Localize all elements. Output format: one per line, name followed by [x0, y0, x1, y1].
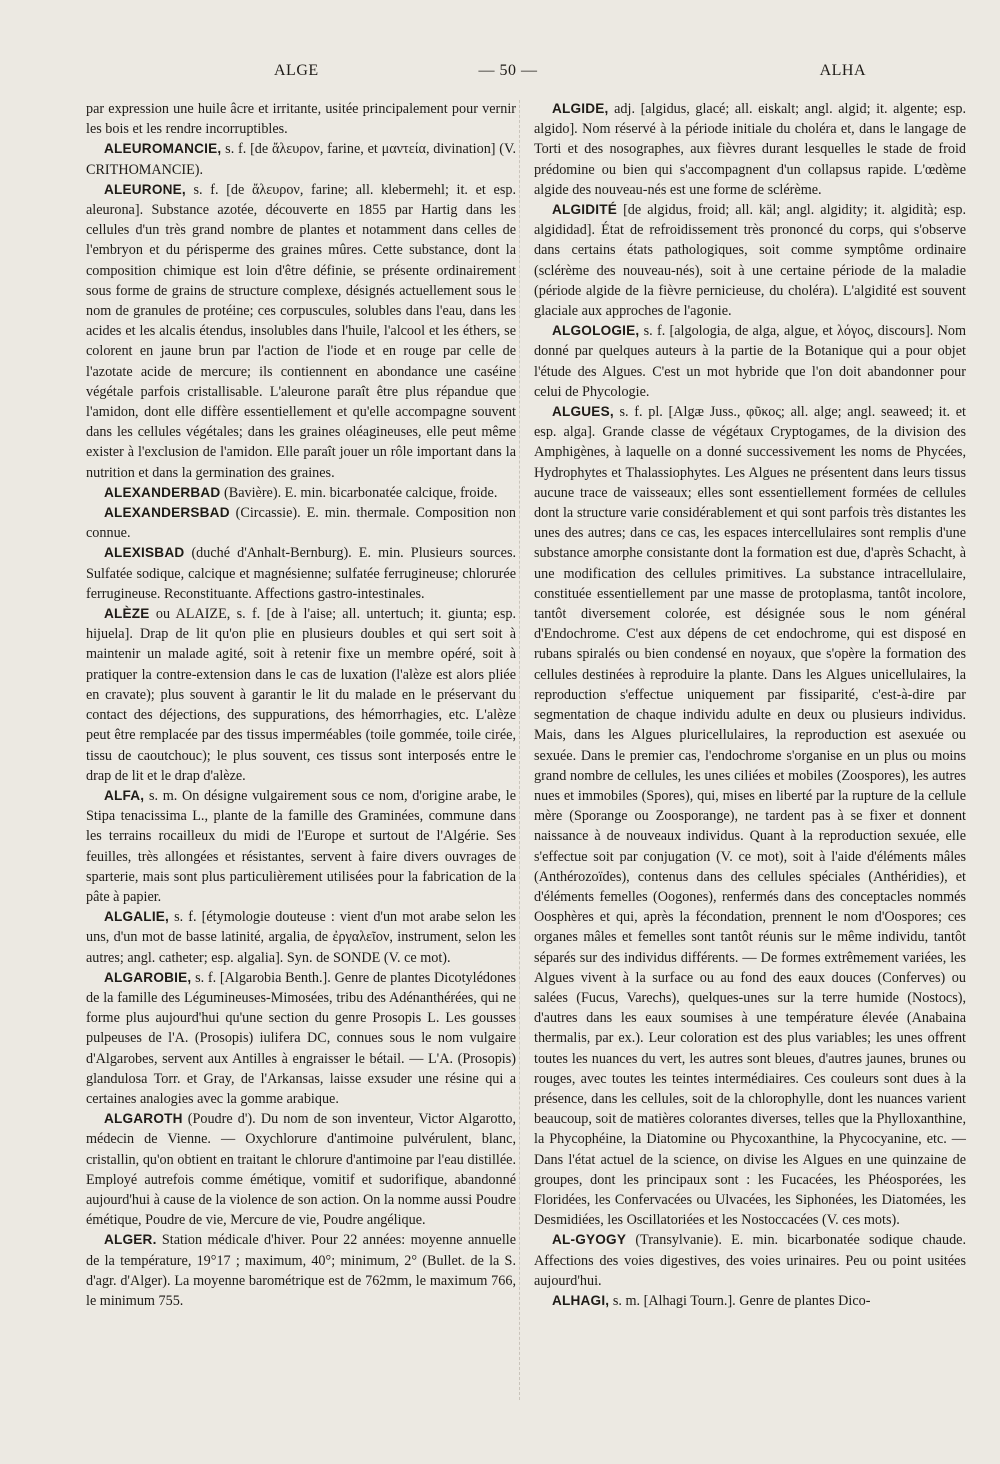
- entry-headword: ALEXANDERBAD: [104, 484, 221, 500]
- entry-text: s. f. pl. [Algæ Juss., φῦκος; all. alge; angl. seaweed; it. et esp. alga]. Grande classe de végétaux Cryptogames, de la division des Amphigènes, à laquelle on a donné successivement les noms de Phycées, Hydrophytes et Thalassiophytes. Les Algues ne présentent dans leurs tissus aucune trace de vaisseaux; elles sont essentiellement formées de cellules dont la structure varie considérablement et qui sont parfois très distantes les unes des autres; dans ce cas, les espaces intercellulaires sont remplis d'une substance amorphe consistante dont la formation est due, d'après Schacht, à une modification des cellules primitives. La substance intracellulaire, constituée essentiellement par une masse de protoplasma, tantôt incolore, tantôt diversement colorée, est désignée sous le nom général d'Endochrome. C'est aux dépens de cet endochrome, qui est disposé en rubans spiralés ou bien condensé en noyaux, que s'opère la formation des cellules destinées à reproduire la plante. Dans les Algues unicellulaires, la reproduction s'effectue uniquement par fissiparité, c'est-à-dire par segmentation de chaque individu adulte en deux ou plusieurs individus. Mais, dans les Algues pluricellulaires, la reproduction est asexuée ou sexuée. Dans le premier cas, l'endochrome s'organise en un plus ou moins grand nombre de cellules, les unes ciliées et mobiles (Zoospores), les autres nues et immobiles (Spores), qui, mises en liberté par la rupture de la cellule mère (Sporange ou Zoosporange), ne tardent pas à se fixer et donnent naissance à de nouveaux individus. Quant à la reproduction sexuée, elle s'effectue soit par conjugation (V. ce mot), soit à l'aide d'éléments mâles (Anthérozoïdes), contenus dans des cellules spéciales (Anthéridies), et d'éléments femelles (Oogones), renfermés dans des conceptacles nommés Oosphères et qui, après la fécondation, prennent le nom d'Oospores; ces organes mâles et femelles sont tantôt réunis sur le même individu, tantôt séparés sur des individus différents. — De formes extrêmement variées, les Algues vivent à la surface ou au fond des eaux douces (Conferves) ou salées (Fucus, Varechs), quelques-unes sur la terre humide (Nostocs), d'autres dans les eaux soumises à une température élevée (Anabaina thermalis, par ex.). Leur coloration est des plus variables; les unes offrent toutes les nuances du vert, les autres sont bleues, d'autres jaunes, brunes ou rouges, avec toutes les teintes intermédiaires. Ces couleurs sont dues à la présence, dans les cellules, soit de la chlorophylle, dont les nuances varient beaucoup, soit de matières colorantes diverses, telles que la Phylloxanthine, la Phycophéine, la Diatomine ou Phycoxanthine, la Phycocyanine, etc. — Dans l'état actuel de la science, on divise les Algues en une quinzaine de groupes, dont les principaux sont : les Fucacées, les Phéosporées, les Floridées, les Confervacées ou Ulvacées, les Siphonées, les Diatomées, les Desmidiées, les Oscillatoriées et les Nostoccacées (V. ces mots).: [534, 404, 967, 1229]
- entry-text: (Transylvanie). E. min. bicarbonatée sodique chaude. Affections des voies digestives, des voies urinaires. Peu ou point usitées aujourd'hui.: [534, 1232, 967, 1289]
- header-right-guideword: ALHA: [819, 62, 866, 79]
- entry-text: s. f. [algologia, de alga, algue, et λόγος, discours]. Nom donné par quelques auteurs à la partie de la Botanique qui a pour objet l'étude des Algues. C'est un mot hybride que l'on doit abandonner pour celui de Phycologie.: [534, 323, 967, 400]
- entry-text: s. f. [de ἄλευρον, farine; all. klebermehl; it. et esp. aleurona]. Substance azotée, découverte en 1855 par Hartig dans les cellules d'un très grand nombre de plantes et notamment dans celles de l'embryon et du périsperme des graines mûres. Cette substance, dont la composition chimique est loin d'être définie, se présente ordinairement sous forme de grains de structure complexe, désignés actuellement sous le nom de granules de protéine; ces corpuscules, solubles dans l'eau, dans les acides et les alcalis étendus, insolubles dans l'huile, l'alcool et les éthers, se colorent en jaune brun par l'action de l'iode et en rouge par celle de l'azotate acide de mercure; ils contiennent en abondance une caséine végétale parfois cristallisable. L'aleurone paraît être plus répandue que l'amidon, dont elle diffère essentiellement et qu'elle accompagne souvent dans les cellules végétales; dans les graines oléagineuses, elle peut même exister à l'exclusion de l'amidon. Elle paraît jouer un rôle important dans la nutrition et dans la germination des graines.: [86, 181, 516, 481]
- entry-text: s. m. On désigne vulgairement sous ce nom, d'origine arabe, le Stipa tenacissima L., plante de la famille des Graminées, commune dans les terrains rocailleux du midi de l'Europe et surtout de l'Algérie. Ses feuilles, très allongées et résistantes, servent à faire divers ouvrages de sparterie, mais sont plus particulièrement utilisées pour la fabrication de la pâte à papier.: [86, 787, 517, 905]
- entry-headword: ALGIDITÉ: [552, 202, 618, 218]
- entry-alhagi: [534, 1291, 966, 1311]
- entry-algarobie: [86, 968, 516, 1109]
- entry-text: [de algidus, froid; all. käl; angl. algidity; it. algidità; esp. algididad]. État de refroidissement très prononcé du corps, qui s'observe dans certains états pathologiques, soit comme symptôme ordinaire (sclérème des nouveau-nés), soit à une certaine période de la maladie (période algide de la fièvre pernicieuse, du choléra). L'algidité est souvent glaciale aux approches de l'agonie.: [534, 202, 966, 320]
- entry-text: s. m. [Alhagi Tourn.]. Genre de plantes Dico-: [612, 1292, 871, 1309]
- entry-headword: ALFA,: [104, 787, 145, 803]
- entry-text: (Circassie). E. min. thermale. Composition non connue.: [86, 505, 517, 542]
- entry-alexanderbad: [86, 483, 516, 503]
- entry-headword: ALEUROMANCIE,: [104, 141, 222, 157]
- entry-text: (Poudre d'). Du nom de son inventeur, Victor Algarotto, médecin de Vienne. — Oxychlorure d'antimoine pulvérulent, blanc, cristallin, qu'on obtient en traitant le chlorure d'antimoine par l'eau distillée. Employé autrefois comme émétique, vomitif et sudorifique, abandonné aujourd'hui à cause de la violence de son action. On la nomme aussi Poudre émétique, Poudre de vie, Mercure de vie, Poudre angélique.: [86, 1111, 516, 1229]
- entry-text: (Bavière). E. min. bicarbonatée calcique, froide.: [224, 484, 498, 501]
- entry-algide: [534, 99, 966, 200]
- entry-headword: ALGER.: [104, 1232, 157, 1248]
- entry-algues: [534, 402, 966, 1230]
- entry-headword: ALGUES,: [552, 404, 614, 420]
- entry-headword: ALEXISBAD: [104, 545, 185, 561]
- entry-headword: ALÈZE: [104, 606, 150, 622]
- entry-headword: ALEURONE,: [104, 181, 186, 197]
- entry-aleurone: [86, 180, 516, 483]
- page-number: — 50 —: [478, 62, 538, 79]
- left-column: [86, 99, 516, 1311]
- entry-headword: ALGAROBIE,: [104, 969, 192, 985]
- entry-text: par expression une huile âcre et irritante, usitée principalement pour vernir les bois et les rendre incorruptibles.: [86, 101, 516, 138]
- entry-headword: ALGIDE,: [552, 101, 609, 116]
- entry-al-gyogy: [534, 1230, 966, 1291]
- page-header: [86, 62, 930, 88]
- entry-algalie: [86, 907, 516, 968]
- entry-alger: [86, 1230, 516, 1311]
- entry-headword: AL-GYOGY: [552, 1232, 627, 1248]
- column-divider: [519, 100, 520, 1400]
- entry-aleze: [86, 604, 516, 786]
- entry-alexisbad: [86, 543, 516, 604]
- entry-headword: ALGOLOGIE,: [552, 323, 640, 339]
- entry-text: s. f. [étymologie douteuse : vient d'un mot arabe selon les uns, d'un mot de basse latinité, argalia, de ἐργαλεῖον, instrument, selon les autres; angl. catheter; esp. algalia]. Syn. de SONDE (V. ce mot).: [86, 909, 516, 966]
- entry-text: s. f. [Algarobia Benth.]. Genre de plantes Dicotylédones de la famille des Légumineuses-Mimosées, tribu des Adénanthérées, qui ne forme plus aujourd'hui qu'une section du genre Prosopis L. Les gousses pulpeuses de l'A. (Prosopis) iulifera DC, connues sous le nom vulgaire d'Algarobes, servent aux Antilles à engraisser le bétail. — L'A. (Prosopis) glandulosa Torr. et Gray, de l'Arkansas, laisse exsuder une résine qui a certaines analogies avec la gomme arabique.: [86, 969, 516, 1107]
- entry-text: ou ALAIZE, s. f. [de à l'aise; all. untertuch; it. giunta; esp. hijuela]. Drap de lit qu'on plie en plusieurs doubles et qui sert soit à maintenir un malade agité, soit à retenir fixe un membre opéré, soit à pratiquer la contre-extension dans le cas de luxation (l'alèze est alors pliée en cravate); plus souvent à garantir le lit du malade en le préservant du contact des déjections, des suppurations, des hémorrhagies, etc. L'alèze peut être remplacée par des tissus imperméables (toile gommée, toile cirée, tissu de caoutchouc); le plus souvent, ces tissus sont interposés entre le drap de lit et le drap d'alèze.: [86, 606, 516, 784]
- entry-headword: ALGAROTH: [104, 1111, 183, 1127]
- entry-algidite: [534, 200, 966, 321]
- entry-aleuromancie: [86, 139, 516, 179]
- entry-text: (duché d'Anhalt-Bernburg). E. min. Plusieurs sources. Sulfatée sodique, calcique et magnésienne; sulfatée ferrugineuse; chlorurée ferrugineuse. Reconstituante. Affections gastro-intestinales.: [86, 545, 517, 602]
- entry-headword: ALHAGI,: [552, 1292, 610, 1308]
- entry-text: s. f. [de ἄλευρον, farine, et μαντεία, divination] (V. CRITHOMANCIE).: [86, 141, 516, 178]
- entry-algologie: [534, 321, 966, 402]
- entry-text: adj. [algidus, glacé; all. eiskalt; angl. algid; it. algente; esp. algido]. Nom réservé à la période initiale du choléra et, dans le langage de Torti et des nosographes, aux fièvres durant lesquelles le stade de froid prédomine ou bien qui s'accompagnent d'un collapsus rapide. L'œdème algide des nouveau-nés est une forme de sclérème.: [534, 101, 966, 198]
- header-left-guideword: ALGE: [274, 62, 319, 79]
- entry-continuation: [86, 99, 516, 139]
- entry-alfa: [86, 786, 516, 907]
- entry-algaroth: [86, 1109, 516, 1230]
- entry-alexandersbad: [86, 503, 516, 543]
- entry-headword: ALEXANDERSBAD: [104, 505, 230, 521]
- entry-headword: ALGALIE,: [104, 909, 170, 925]
- entry-text: Station médicale d'hiver. Pour 22 années: moyenne annuelle de la température, 19°17 ; maximum, 40°; minimum, 2° (Bullet. de la S. d'agr. d'Alger). La moyenne barométrique est de 762mm, le maximum 766, le minimum 755.: [86, 1232, 516, 1309]
- right-column: [534, 99, 966, 1311]
